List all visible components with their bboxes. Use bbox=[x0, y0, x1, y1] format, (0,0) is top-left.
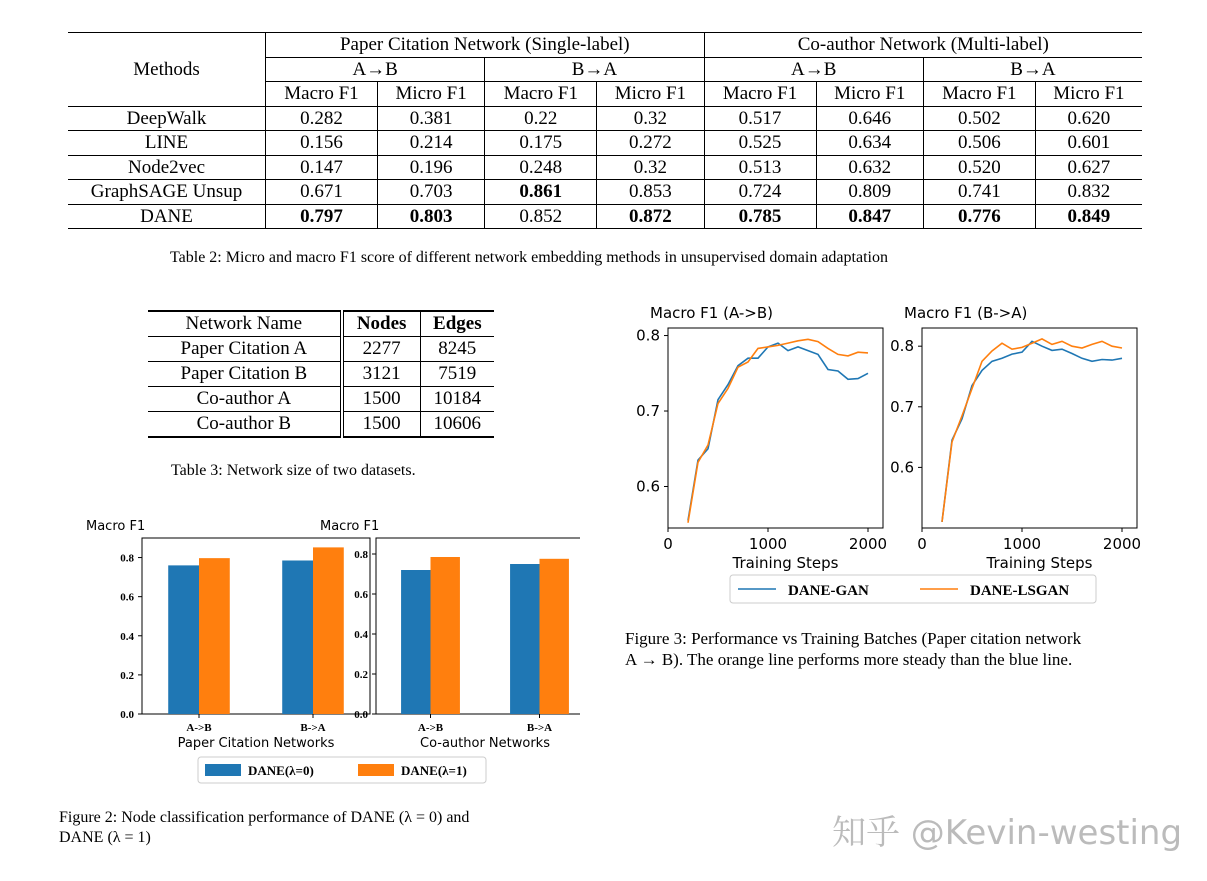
metric-header: Micro F1 bbox=[816, 82, 923, 107]
table-cell: 3121 bbox=[362, 363, 401, 384]
table-cell: 0.601 bbox=[1035, 131, 1142, 156]
metric-header: Macro F1 bbox=[923, 82, 1035, 107]
y-tick-label: 0.2 bbox=[120, 669, 134, 682]
header-coauthor: Co-author Network (Multi-label) bbox=[797, 34, 1049, 55]
table-row bbox=[148, 387, 494, 412]
table-row bbox=[148, 412, 494, 438]
y-tick-label: 0.2 bbox=[354, 669, 368, 681]
table-cell: 8245 bbox=[420, 337, 494, 362]
legend-label: DANE-LSGAN bbox=[970, 583, 1070, 599]
sub-header: B→A bbox=[923, 57, 1142, 82]
table-cell: 0.147 bbox=[266, 155, 378, 180]
table-cell: 0.832 bbox=[1035, 180, 1142, 205]
x-axis-label: Co-author Networks bbox=[420, 736, 550, 751]
y-tick-label: 0.4 bbox=[120, 630, 134, 643]
header-network-name: Network Name bbox=[148, 311, 342, 337]
line-chart-b-to-a bbox=[890, 305, 1141, 572]
figure-2 bbox=[60, 510, 580, 790]
y-tick-label: 0.6 bbox=[120, 591, 134, 604]
method-name: LINE bbox=[68, 131, 266, 156]
table-2 bbox=[68, 32, 1142, 229]
y-tick-label: 0.7 bbox=[890, 397, 914, 416]
table-row bbox=[68, 131, 1142, 156]
figure-3-caption bbox=[625, 628, 1081, 670]
x-tick-label: 1000 bbox=[1002, 535, 1042, 553]
table-cell: 0.214 bbox=[377, 131, 484, 156]
table-cell: Co-author B bbox=[148, 412, 342, 438]
y-tick-label: 0.0 bbox=[354, 709, 368, 721]
table-cell: 0.809 bbox=[816, 180, 923, 205]
caption-line: Figure 2: Node classification performance of DANE (λ = 0) and bbox=[59, 809, 470, 826]
table-cell: 0.703 bbox=[377, 180, 484, 205]
y-tick-label: 0.4 bbox=[354, 629, 368, 641]
method-name: DeepWalk bbox=[68, 106, 266, 131]
y-tick-label: 0.8 bbox=[890, 337, 914, 356]
table-cell: Paper Citation B bbox=[148, 362, 342, 387]
legend-label: DANE(λ=1) bbox=[401, 763, 467, 778]
chart-title: Macro F1 bbox=[320, 519, 380, 534]
table-cell: Co-author A bbox=[148, 387, 342, 412]
table-cell: 0.272 bbox=[597, 131, 704, 156]
y-tick-label: 0.6 bbox=[354, 589, 368, 601]
header-edges: Edges bbox=[420, 311, 494, 337]
x-tick-label: B->A bbox=[526, 722, 553, 734]
table-cell: 0.525 bbox=[704, 131, 816, 156]
table-row bbox=[148, 337, 494, 362]
x-tick-label: A->B bbox=[417, 722, 444, 734]
bar-lambda0 bbox=[510, 564, 539, 714]
caption-line: DANE (λ = 1) bbox=[59, 829, 151, 846]
table-cell: 0.646 bbox=[816, 106, 923, 131]
table-cell: 0.847 bbox=[816, 204, 923, 229]
header-paper-citation: Paper Citation Network (Single-label) bbox=[266, 33, 705, 58]
x-tick-label: 0 bbox=[663, 535, 673, 553]
table-cell: 0.196 bbox=[377, 155, 484, 180]
table-cell: 0.32 bbox=[597, 155, 704, 180]
table-cell: 0.671 bbox=[266, 180, 378, 205]
table-3-caption: Table 3: Network size of two datasets. bbox=[171, 462, 416, 479]
y-tick-label: 0.8 bbox=[354, 549, 368, 561]
table-cell: 0.156 bbox=[266, 131, 378, 156]
figure-2-legend bbox=[198, 757, 486, 783]
chart-title: Macro F1 (B->A) bbox=[904, 305, 1028, 322]
y-tick-label: 0.6 bbox=[890, 458, 914, 477]
table-cell: 0.32 bbox=[597, 106, 704, 131]
table-cell: 0.861 bbox=[485, 180, 597, 205]
table-cell: 0.381 bbox=[377, 106, 484, 131]
y-tick-label: 0.0 bbox=[120, 709, 134, 721]
table-cell: 0.506 bbox=[923, 131, 1035, 156]
method-name: DANE bbox=[68, 204, 266, 229]
metric-header: Micro F1 bbox=[1035, 82, 1142, 107]
table-cell: 1500 bbox=[362, 388, 401, 409]
bar-lambda1 bbox=[540, 559, 569, 714]
y-tick-label: 0.7 bbox=[636, 402, 660, 421]
bar-lambda1 bbox=[431, 557, 460, 714]
x-tick-label: 2000 bbox=[1102, 535, 1142, 553]
bar-chart-coauthor bbox=[320, 519, 580, 751]
table-row bbox=[68, 180, 1142, 205]
table-row bbox=[68, 204, 1142, 229]
series-line-lsgan bbox=[688, 339, 868, 522]
sub-header: A→B bbox=[266, 57, 485, 82]
table-cell: 0.502 bbox=[923, 106, 1035, 131]
bar-lambda0 bbox=[282, 560, 313, 714]
table-cell: 0.620 bbox=[1067, 107, 1111, 129]
table-row bbox=[148, 362, 494, 387]
y-tick-label: 0.8 bbox=[636, 326, 660, 345]
table-cell: 0.852 bbox=[485, 204, 597, 229]
table-cell: 10184 bbox=[420, 387, 494, 412]
sub-header: A→B bbox=[704, 57, 923, 82]
table-cell: 0.627 bbox=[1035, 155, 1142, 180]
table-cell: 0.849 bbox=[1035, 204, 1142, 229]
watermark: 知乎 @Kevin-westing bbox=[832, 813, 1183, 853]
figure-3 bbox=[620, 305, 1160, 605]
table-2-caption: Table 2: Micro and macro F1 score of different network embedding methods in unsupervised domain adaptation bbox=[170, 249, 888, 266]
table-cell: 7519 bbox=[420, 362, 494, 387]
metric-header: Macro F1 bbox=[266, 82, 378, 107]
table-cell: 0.513 bbox=[704, 155, 816, 180]
table-cell: 0.853 bbox=[597, 180, 704, 205]
table-cell: 0.632 bbox=[816, 155, 923, 180]
bar-lambda1 bbox=[313, 547, 344, 714]
table-row bbox=[68, 106, 1142, 131]
series-line-gan bbox=[688, 343, 868, 520]
x-axis-label: Training Steps bbox=[732, 554, 839, 572]
table-cell: 0.776 bbox=[923, 204, 1035, 229]
table-cell: 0.248 bbox=[485, 155, 597, 180]
table-row bbox=[68, 155, 1142, 180]
table-cell: 0.797 bbox=[266, 204, 378, 229]
metric-header: Micro F1 bbox=[377, 82, 484, 107]
x-tick-label: 1000 bbox=[748, 535, 788, 553]
legend-label: DANE-GAN bbox=[788, 583, 869, 599]
chart-title: Macro F1 (A->B) bbox=[650, 305, 774, 322]
legend-swatch-blue bbox=[205, 764, 241, 776]
figure-2-caption bbox=[59, 808, 469, 848]
y-tick-label: 0.6 bbox=[636, 477, 660, 496]
metric-header: Macro F1 bbox=[704, 82, 816, 107]
header-nodes: Nodes bbox=[356, 313, 407, 334]
figure-3-legend bbox=[730, 575, 1096, 603]
chart-title: Macro F1 bbox=[86, 519, 146, 534]
legend-swatch-orange bbox=[358, 764, 394, 776]
plot-frame bbox=[668, 328, 883, 528]
metric-header: Macro F1 bbox=[485, 82, 597, 107]
series-line-gan bbox=[942, 341, 1122, 522]
x-tick-label: 0 bbox=[917, 535, 927, 553]
table-cell: 0.724 bbox=[704, 180, 816, 205]
table-3 bbox=[148, 310, 494, 438]
x-tick-label: 2000 bbox=[848, 535, 888, 553]
x-axis-label: Paper Citation Networks bbox=[177, 736, 335, 751]
x-tick-label: A->B bbox=[186, 722, 212, 734]
legend-label: DANE(λ=0) bbox=[248, 763, 314, 778]
series-line-lsgan bbox=[942, 339, 1122, 522]
bar-lambda0 bbox=[401, 570, 430, 714]
table-cell: 0.22 bbox=[485, 106, 597, 131]
plot-frame bbox=[922, 328, 1137, 528]
y-tick-label: 0.8 bbox=[120, 552, 134, 565]
bar-lambda0 bbox=[168, 565, 199, 714]
table-cell: 0.741 bbox=[923, 180, 1035, 205]
line-chart-a-to-b bbox=[636, 305, 887, 572]
table-cell: 0.520 bbox=[923, 155, 1035, 180]
table-cell: 1500 bbox=[362, 413, 401, 434]
table-cell: 0.175 bbox=[485, 131, 597, 156]
table-cell: 10606 bbox=[420, 412, 494, 438]
x-axis-label: Training Steps bbox=[986, 554, 1093, 572]
table-cell: 0.634 bbox=[816, 131, 923, 156]
bar-lambda1 bbox=[199, 558, 230, 714]
table-cell: 0.872 bbox=[597, 204, 704, 229]
header-methods: Methods bbox=[68, 33, 266, 107]
caption-line: Figure 3: Performance vs Training Batches (Paper citation network bbox=[625, 629, 1082, 648]
metric-header: Micro F1 bbox=[597, 82, 704, 107]
sub-header: B→A bbox=[485, 57, 704, 82]
table-cell: 0.517 bbox=[704, 106, 816, 131]
table-cell: 2277 bbox=[362, 338, 401, 359]
x-tick-label: B->A bbox=[300, 722, 326, 734]
caption-line: A → B). The orange line performs more steady than the blue line. bbox=[625, 650, 1073, 669]
bar-chart-paper-citation bbox=[86, 519, 370, 751]
table-cell: Paper Citation A bbox=[148, 337, 342, 362]
method-name: GraphSAGE Unsup bbox=[68, 180, 266, 205]
table-cell: 0.785 bbox=[704, 204, 816, 229]
method-name: Node2vec bbox=[68, 155, 266, 180]
table-cell: 0.803 bbox=[377, 204, 484, 229]
table-cell: 0.282 bbox=[266, 106, 378, 131]
